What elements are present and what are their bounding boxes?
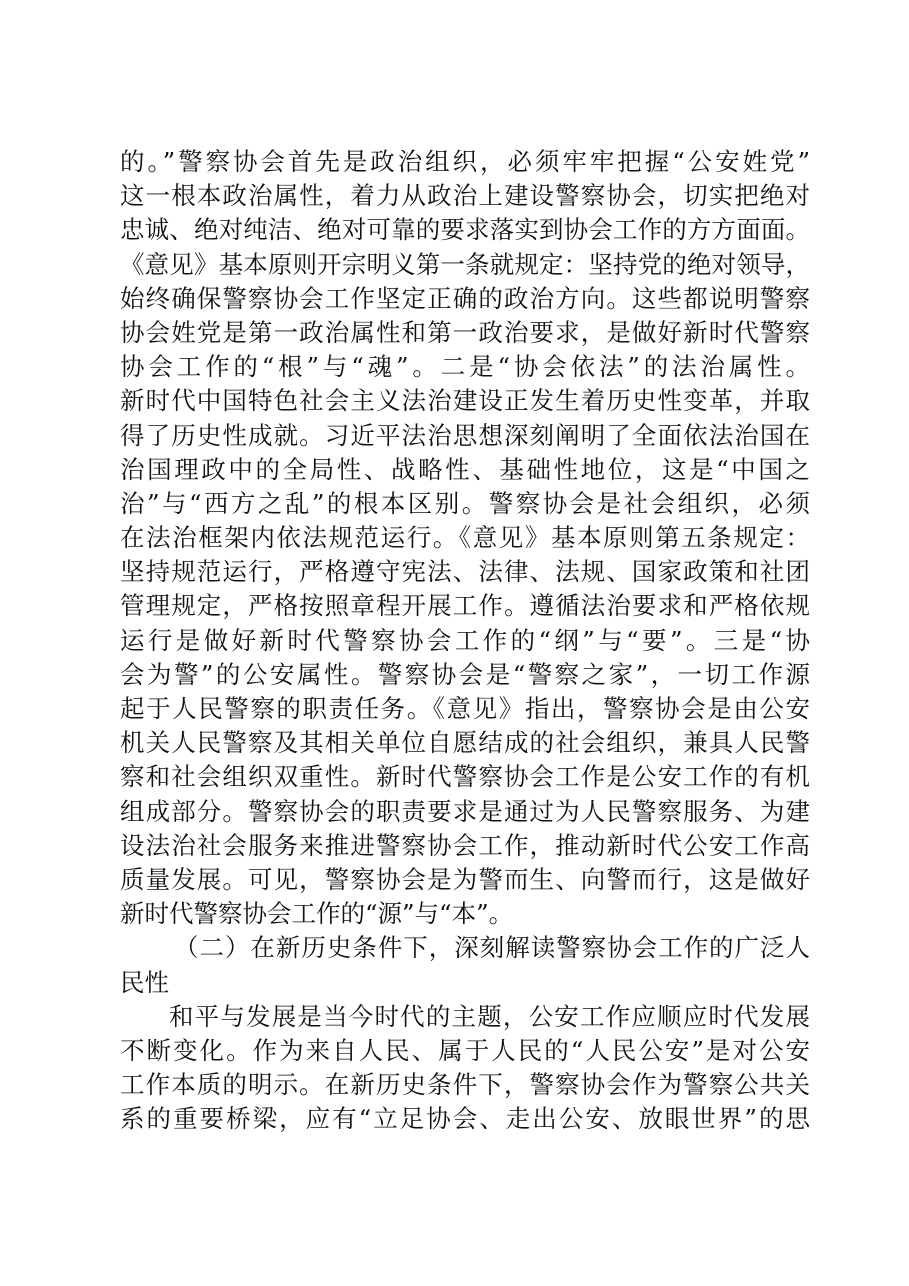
text-line: 组成部分。警察协会的职责要求是通过为人民警察服务、为建 xyxy=(120,796,810,826)
text-line: 的。”警察协会首先是政治组织，必须牢牢把握“公安姓党” xyxy=(120,147,810,176)
text-line: 新时代警察协会工作的“源”与“本”。 xyxy=(120,899,514,929)
text-line: 管理规定，严格按照章程开展工作。遵循法治要求和严格依规 xyxy=(120,591,810,621)
text-line: 得了历史性成就。习近平法治思想深刻阐明了全面依法治国在 xyxy=(120,420,810,450)
text-line: 察和社会组织双重性。新时代警察协会工作是公安工作的有机 xyxy=(120,762,810,792)
section-heading-line: （二）在新历史条件下，深刻解读警察协会工作的广泛人 xyxy=(174,933,810,963)
text-line: 这一根本政治属性，着力从政治上建设警察协会，切实把绝对 xyxy=(120,181,810,211)
paragraph-line: 系的重要桥梁，应有“立足协会、走出公安、放眼世界”的思 xyxy=(120,1104,810,1134)
text-line: 机关人民警察及其相关单位自愿结成的社会组织，兼具人民警 xyxy=(120,728,810,758)
text-line: 设法治社会服务来推进警察协会工作，推动新时代公安工作高 xyxy=(120,830,810,860)
text-line: 始终确保警察协会工作坚定正确的政治方向。这些都说明警察 xyxy=(120,283,810,313)
text-line: 协会姓党是第一政治属性和第一政治要求，是做好新时代警察 xyxy=(120,317,810,347)
text-line: 《意见》基本原则开宗明义第一条就规定：坚持党的绝对领导， xyxy=(120,249,810,279)
text-line: 质量发展。可见，警察协会是为警而生、向警而行，这是做好 xyxy=(120,864,810,894)
text-line: 忠诚、绝对纯洁、绝对可靠的要求落实到协会工作的方方面面。 xyxy=(120,215,810,245)
text-line: 会为警”的公安属性。警察协会是“警察之家”，一切工作源 xyxy=(120,659,810,689)
section-heading-line: 民性 xyxy=(120,967,169,997)
text-line: 在法治框架内依法规范运行。《意见》基本原则第五条规定： xyxy=(120,523,810,553)
body-text xyxy=(120,145,810,1136)
text-line: 起于人民警察的职责任务。《意见》指出，警察协会是由公安 xyxy=(120,694,810,723)
text-line: 运行是做好新时代警察协会工作的“纲”与“要”。三是“协 xyxy=(120,625,810,655)
text-line: 新时代中国特色社会主义法治建设正发生着历史性变革，并取 xyxy=(120,386,810,416)
paragraph-line: 工作本质的明示。在新历史条件下，警察协会作为警察公共关 xyxy=(120,1070,810,1100)
text-line: 协会工作的“根”与“魂”。二是“协会依法”的法治属性。 xyxy=(120,352,810,382)
paragraph-line: 不断变化。作为来自人民、属于人民的“人民公安”是对公安 xyxy=(120,1035,810,1065)
paragraph-line: 和平与发展是当今时代的主题，公安工作应顺应时代发展 xyxy=(169,1001,810,1031)
text-line: 坚持规范运行，严格遵守宪法、法律、法规、国家政策和社团 xyxy=(120,557,810,587)
text-line: 治”与“西方之乱”的根本区别。警察协会是社会组织，必须 xyxy=(120,488,810,518)
text-line: 治国理政中的全局性、战略性、基础性地位，这是“中国之 xyxy=(120,454,810,484)
